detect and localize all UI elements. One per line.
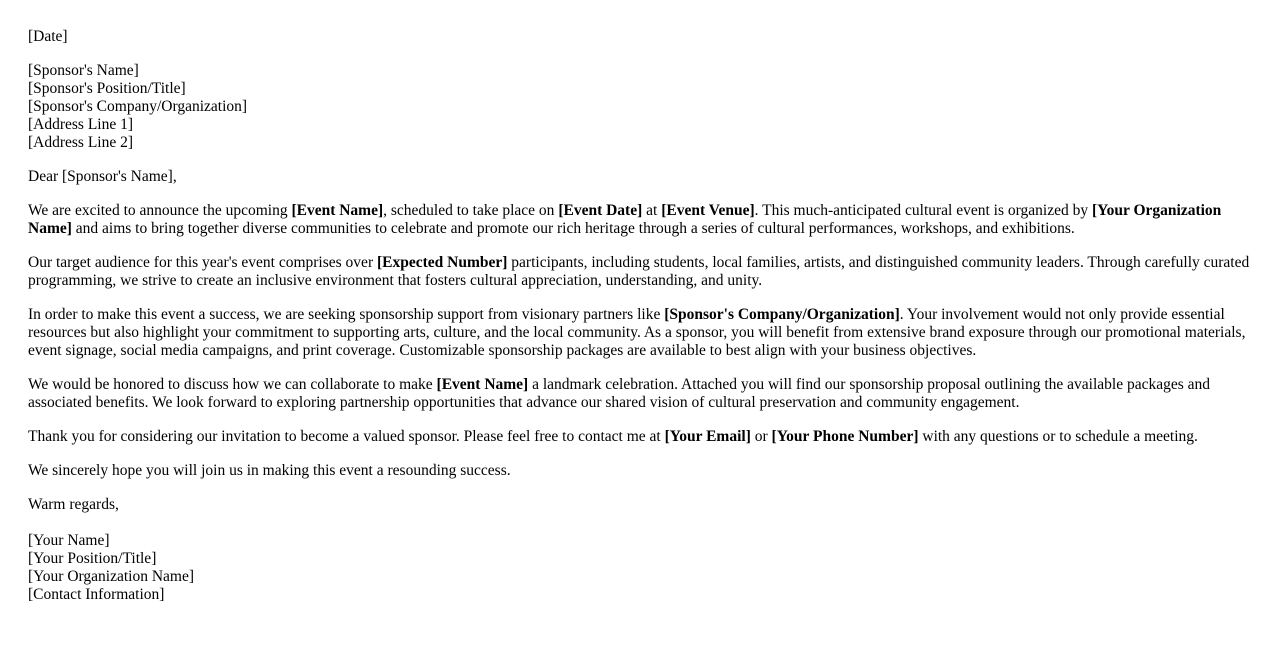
paragraph-text: a landmark celebration. Attached you will find our sponsorship proposal outlining the available packages and associated benefits. We look forward to exploring partnership opportunities that advance our shared vision of cultural preservation and community engagement. <box>28 376 1211 411</box>
letter-date: [Date] <box>28 28 68 45</box>
placeholder-event-venue: [Event Venue] <box>661 202 755 219</box>
signature-position: [Your Position/Title] <box>28 550 157 567</box>
paragraph-text: with any questions or to schedule a meeting. <box>918 428 1198 445</box>
paragraph-closing-hope: We sincerely hope you will join us in making this event a resounding success. <box>28 462 511 479</box>
recipient-name: [Sponsor's Name] <box>28 62 139 79</box>
paragraph-contact <box>28 428 1256 446</box>
recipient-address-line-2: [Address Line 2] <box>28 134 134 151</box>
paragraph-text: and aims to bring together diverse communities to celebrate and promote our rich heritage through a series of cultural performances, workshops, and exhibitions. <box>71 220 1075 237</box>
paragraph-text: , scheduled to take place on <box>383 202 559 219</box>
placeholder-sponsor-company: [Sponsor's Company/Organization] <box>664 306 900 323</box>
paragraph-sponsorship <box>28 306 1256 360</box>
recipient-address <box>28 62 1256 152</box>
placeholder-event-name: [Event Name] <box>436 376 529 393</box>
signature-organization: [Your Organization Name] <box>28 568 195 585</box>
placeholder-organization-name: [Your Organization Name] <box>28 202 1222 237</box>
letter <box>28 28 1256 620</box>
paragraph-text: participants, including students, local families, artists, and distinguished community leaders. Through carefully curated programming, we strive to create an inclusive environment that fosters cultural appreciation, understanding, and unity. <box>28 254 1250 289</box>
paragraph-text: at <box>642 202 662 219</box>
paragraph-text: Our target audience for this year's event comprises over <box>28 254 377 271</box>
paragraph-collaboration <box>28 376 1256 412</box>
paragraph-text: . This much-anticipated cultural event is organized by <box>754 202 1092 219</box>
closing: Warm regards, <box>28 496 119 513</box>
salutation: Dear [Sponsor's Name], <box>28 168 177 185</box>
placeholder-your-email: [Your Email] <box>664 428 751 445</box>
placeholder-event-date: [Event Date] <box>558 202 643 219</box>
paragraph-text: Thank you for considering our invitation to become a valued sponsor. Please feel free to contact me at <box>28 428 665 445</box>
placeholder-event-name: [Event Name] <box>291 202 384 219</box>
paragraph-text: In order to make this event a success, we are seeking sponsorship support from visionary partners like <box>28 306 665 323</box>
recipient-position: [Sponsor's Position/Title] <box>28 80 186 97</box>
signature-name: [Your Name] <box>28 532 110 549</box>
paragraph-text: . Your involvement would not only provide essential resources but also highlight your commitment to supporting arts, culture, and the local community. As a sponsor, you will benefit from extensive brand exposure through our promotional materials, event signage, social media campaigns, and print coverage. Customizable sponsorship packages are available to best align with your business objectives. <box>28 306 1246 359</box>
signature-contact: [Contact Information] <box>28 586 165 603</box>
paragraph-text: We would be honored to discuss how we can collaborate to make <box>28 376 437 393</box>
recipient-company: [Sponsor's Company/Organization] <box>28 98 248 115</box>
paragraph-text: We are excited to announce the upcoming <box>28 202 292 219</box>
paragraph-audience <box>28 254 1256 290</box>
signature-block <box>28 532 1256 604</box>
placeholder-expected-number: [Expected Number] <box>376 254 508 271</box>
paragraph-introduction <box>28 202 1256 238</box>
placeholder-your-phone: [Your Phone Number] <box>771 428 919 445</box>
paragraph-text: or <box>750 428 772 445</box>
recipient-address-line-1: [Address Line 1] <box>28 116 134 133</box>
